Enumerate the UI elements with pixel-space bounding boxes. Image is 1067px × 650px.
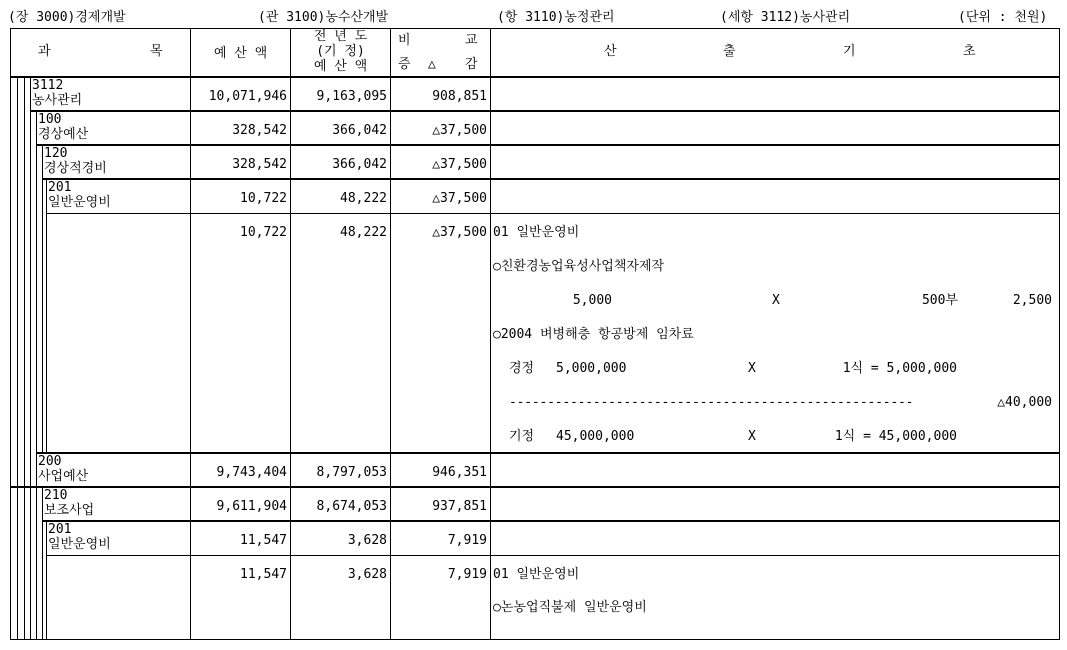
row-code: 201	[48, 522, 72, 537]
col-change-3: 감	[465, 57, 478, 72]
tree-line-5b	[42, 488, 43, 640]
header-unit: (단위 : 천원)	[958, 10, 1048, 25]
row-code: 210	[44, 488, 68, 503]
detail-amount: 2,500	[1012, 293, 1052, 308]
col-prev-2: (기 정)	[316, 44, 365, 59]
detail-title: 01 일반운영비	[493, 567, 580, 582]
col-sep-prev	[290, 28, 291, 640]
col-change-2: △	[428, 57, 436, 72]
detail-amount: △40,000	[997, 395, 1052, 410]
col-basis-4: 초	[963, 44, 976, 59]
row-budget: 9,743,404	[216, 465, 287, 480]
row-diff: 908,851	[432, 89, 487, 104]
detail-operator: X	[748, 361, 756, 376]
row-sep-3	[42, 178, 1060, 180]
row-sep-7	[42, 520, 1060, 522]
table-bottom-border	[10, 639, 1060, 640]
col-basis-2: 출	[723, 44, 736, 59]
row-prev: 48,222	[340, 191, 387, 206]
detail-result: 1식 = 5,000,000	[842, 361, 957, 376]
row-diff: 7,919	[447, 567, 487, 582]
row-name: 경상적경비	[44, 161, 107, 176]
detail-result: 1식 = 45,000,000	[834, 429, 957, 444]
row-diff: 7,919	[447, 533, 487, 548]
tree-line-6a	[46, 180, 47, 454]
row-sep-6	[10, 486, 1060, 488]
row-prev: 3,628	[347, 533, 387, 548]
row-budget: 328,542	[232, 157, 287, 172]
row-diff: 946,351	[432, 465, 487, 480]
table-right-border	[1059, 28, 1060, 640]
col-prev-3: 예 산 액	[313, 59, 368, 74]
detail-dashes: -----------------------------------------------------	[509, 395, 914, 410]
row-diff: △37,500	[432, 225, 487, 240]
table-left-border	[10, 28, 11, 640]
row-name: 사업예산	[38, 469, 89, 484]
row-prev: 8,797,053	[316, 465, 387, 480]
tree-line-3	[30, 78, 31, 640]
tree-line-1	[17, 78, 18, 640]
col-subject-2: 목	[150, 44, 163, 59]
row-diff: △37,500	[432, 191, 487, 206]
row-name: 일반운영비	[48, 195, 111, 210]
detail-item: ○2004 벼병해충 항공방제 임차료	[493, 327, 694, 342]
detail-label: 경정	[509, 361, 535, 376]
tree-line-2	[24, 78, 25, 640]
row-budget: 10,722	[240, 191, 287, 206]
header-sehang: (세항 3112)농사관리	[720, 10, 851, 25]
tree-line-4a	[36, 112, 37, 488]
detail-item: ○친환경농업육성사업책자제작	[493, 259, 665, 274]
row-code: 200	[38, 454, 62, 469]
row-budget: 10,722	[240, 225, 287, 240]
row-prev: 3,628	[347, 567, 387, 582]
col-compare-2: 교	[465, 33, 478, 48]
col-subject-1: 과	[38, 44, 51, 59]
col-sep-diff	[390, 28, 391, 640]
detail-operator: X	[772, 293, 780, 308]
row-code: 3112	[32, 78, 64, 93]
header-hang: (항 3110)농정관리	[497, 10, 615, 25]
detail-value: 45,000,000	[556, 429, 635, 444]
tree-line-5a	[42, 146, 43, 454]
col-budget: 예 산 액	[213, 46, 268, 61]
detail-value: 5,000	[572, 293, 612, 308]
col-change-1: 증	[398, 57, 411, 72]
row-prev: 48,222	[340, 225, 387, 240]
col-sep-basis	[490, 28, 491, 640]
row-prev: 366,042	[332, 123, 387, 138]
row-budget: 11,547	[240, 533, 287, 548]
detail-quantity: 500부	[921, 293, 958, 308]
row-budget: 9,611,904	[216, 499, 287, 514]
row-sep-5	[36, 452, 1060, 454]
row-prev: 8,674,053	[316, 499, 387, 514]
detail-operator: X	[748, 429, 756, 444]
row-name: 보조사업	[44, 503, 95, 518]
row-budget: 11,547	[240, 567, 287, 582]
row-prev: 9,163,095	[316, 89, 387, 104]
row-diff: 937,851	[432, 499, 487, 514]
table-top-border	[10, 28, 1060, 29]
header-gwan: (관 3100)농수산개발	[258, 10, 389, 25]
header-jang: (장 3000)경제개발	[8, 10, 126, 25]
header-bottom-border	[10, 76, 1060, 78]
tree-line-6b	[46, 522, 47, 640]
row-prev: 366,042	[332, 157, 387, 172]
row-diff: △37,500	[432, 157, 487, 172]
row-name: 경상예산	[38, 127, 89, 142]
detail-title: 01 일반운영비	[493, 225, 580, 240]
row-code: 100	[38, 112, 62, 127]
row-sep-2	[36, 144, 1060, 146]
col-basis-3: 기	[843, 44, 856, 59]
row-name: 농사관리	[32, 93, 83, 108]
col-basis-1: 산	[604, 44, 617, 59]
detail-label: 기정	[509, 429, 535, 444]
col-sep-budget	[190, 28, 191, 640]
row-sep-8	[46, 555, 1060, 556]
tree-line-4b	[36, 488, 37, 640]
row-code: 120	[44, 146, 68, 161]
detail-item: ○논농업직불제 일반운영비	[493, 600, 647, 615]
row-budget: 328,542	[232, 123, 287, 138]
row-budget: 10,071,946	[208, 89, 287, 104]
row-sep-1	[30, 110, 1060, 112]
row-diff: △37,500	[432, 123, 487, 138]
col-prev-1: 전 년 도	[313, 29, 368, 44]
row-code: 201	[48, 180, 72, 195]
col-compare-1: 비	[398, 33, 411, 48]
row-sep-4	[46, 213, 1060, 214]
row-name: 일반운영비	[48, 537, 111, 552]
detail-value: 5,000,000	[556, 361, 627, 376]
